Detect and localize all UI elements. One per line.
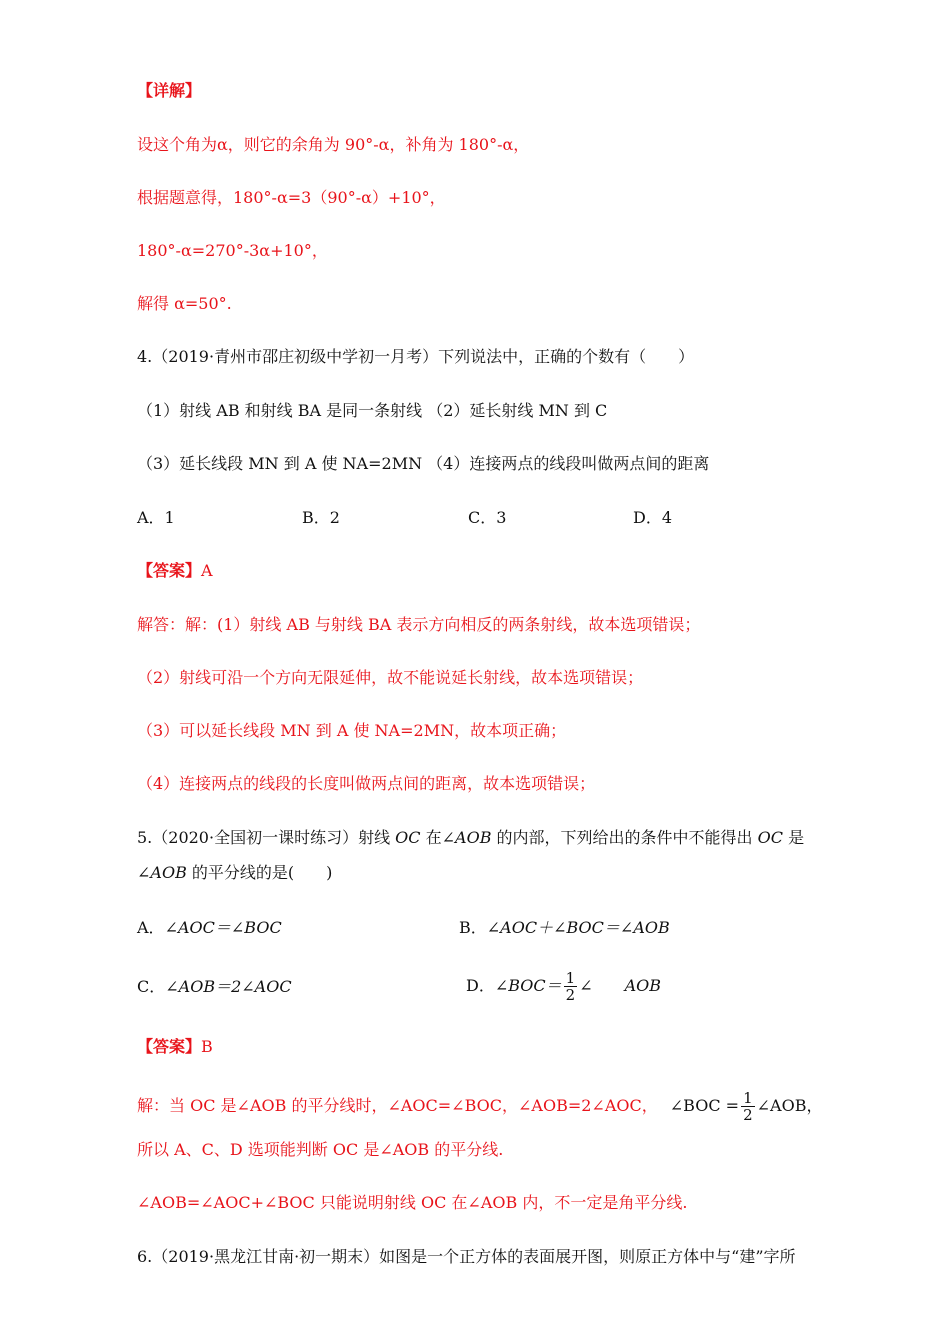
q6-stem: 6.（2019·黑龙江甘南·初一期末）如图是一个正方体的表面展开图，则原正方体中与“建”字所 [137, 1247, 796, 1266]
q5-option-a-expr: ∠AOC＝∠BOC [164, 918, 282, 937]
q5-stem-end: 是 [783, 828, 805, 847]
q4-stem: 4.（2019·青州市邵庄初级中学初一月考）下列说法中，正确的个数有（ ） [137, 347, 695, 366]
q5-stem-line2-angle: ∠ [137, 863, 151, 882]
detail-line-1: 设这个角为α，则它的余角为 90°-α，补角为 180°-α， [137, 135, 530, 154]
q5-option-d-label: D． [466, 976, 495, 995]
detail-line-4: 解得 α=50°. [137, 294, 232, 313]
q5-stem-mid2: 的内部，下列给出的条件中不能得出 [491, 828, 758, 847]
q4-statement-2: （3）延长线段 MN 到 A 使 NA=2MN （4）连接两点的线段叫做两点间的距离 [137, 454, 710, 473]
q5-option-d-fraction [564, 970, 578, 1003]
q4-solution-2: （2）射线可沿一个方向无限延伸，故不能说延长射线，故本选项错误； [137, 668, 644, 687]
q5-option-c-expr: ∠AOB＝2∠AOC [165, 977, 292, 996]
detail-line-2: 根据题意得，180°-α=3（90°-α）+10°， [137, 188, 446, 207]
q5-option-b [459, 917, 670, 939]
q5-stem-oc2: OC [757, 828, 784, 847]
q5-answer-label: 【答案】 [137, 1037, 202, 1056]
q5-option-d-angle: ∠ [579, 976, 593, 995]
q5-stem-line2-aob: AOB [150, 863, 187, 882]
q5-option-d-expr: ∠BOC＝ [494, 976, 562, 995]
q4-answer-value: A [201, 561, 213, 580]
q5-option-d [466, 966, 661, 1006]
q5-stem-line2-rest: 的平分线的是( ) [186, 863, 333, 882]
fraction-numerator: 1 [565, 969, 576, 987]
q4-answer-label: 【答案】 [137, 561, 202, 580]
q5-option-d-aob: AOB [624, 976, 662, 995]
q5-option-a-label: A． [137, 918, 165, 937]
q4-solution-4: （4）连接两点的线段的长度叫做两点间的距离，故本选项错误； [137, 774, 596, 793]
q5-answer-value: B [201, 1037, 213, 1056]
q5-option-c [137, 976, 292, 998]
fraction-denominator: 2 [565, 986, 576, 1004]
q5-stem-mid1: 在∠ [420, 828, 456, 847]
q5-answer [137, 1036, 213, 1058]
q4-option-d: D．4 [633, 508, 673, 527]
q4-option-a: A．1 [137, 508, 175, 527]
q5-stem-prefix: 5.（2020·全国初一课时练习）射线 [137, 828, 396, 847]
q5-stem-aob: AOB [455, 828, 492, 847]
q5-option-a [137, 917, 282, 939]
detail-line-3: 180°-α=270°-3α+10°， [137, 241, 328, 260]
q5-option-b-expr: ∠AOC＋∠BOC＝∠AOB [486, 918, 670, 937]
q5-solution-1 [137, 1086, 822, 1126]
detail-heading: 【详解】 [137, 81, 202, 100]
q5-solution-3: ∠AOB=∠AOC+∠BOC 只能说明射线 OC 在∠AOB 内，不一定是角平分线. [137, 1193, 688, 1212]
fraction-numerator: 1 [743, 1089, 753, 1107]
q5-stem-line-2 [137, 862, 332, 884]
q4-solution-1: 解答：解：(1）射线 AB 与射线 BA 表示方向相反的两条射线，故本选项错误； [137, 615, 701, 634]
q4-option-c: C．3 [468, 508, 507, 527]
q4-option-b: B．2 [302, 508, 340, 527]
q5-solution-1-expr-post: ∠AOB， [756, 1096, 823, 1115]
q5-solution-1-fraction [741, 1090, 755, 1123]
q4-answer [137, 560, 213, 582]
q5-solution-1-expr-pre: ∠BOC = [669, 1096, 740, 1115]
q4-solution-3: （3）可以延长线段 MN 到 A 使 NA=2MN，故本项正确； [137, 721, 567, 740]
q4-statement-1: （1）射线 AB 和射线 BA 是同一条射线 （2）延长射线 MN 到 C [137, 401, 608, 420]
q5-solution-2: 所以 A、C、D 选项能判断 OC 是∠AOB 的平分线. [137, 1140, 504, 1159]
q5-option-b-label: B． [459, 918, 487, 937]
q5-stem-oc: OC [395, 828, 421, 847]
q5-stem-line-1 [137, 827, 804, 849]
q5-option-c-label: C． [137, 977, 166, 996]
fraction-denominator: 2 [743, 1106, 753, 1124]
q5-solution-1-text: 解：当 OC 是∠AOB 的平分线时，∠AOC=∠BOC，∠AOB=2∠AOC， [137, 1096, 658, 1115]
